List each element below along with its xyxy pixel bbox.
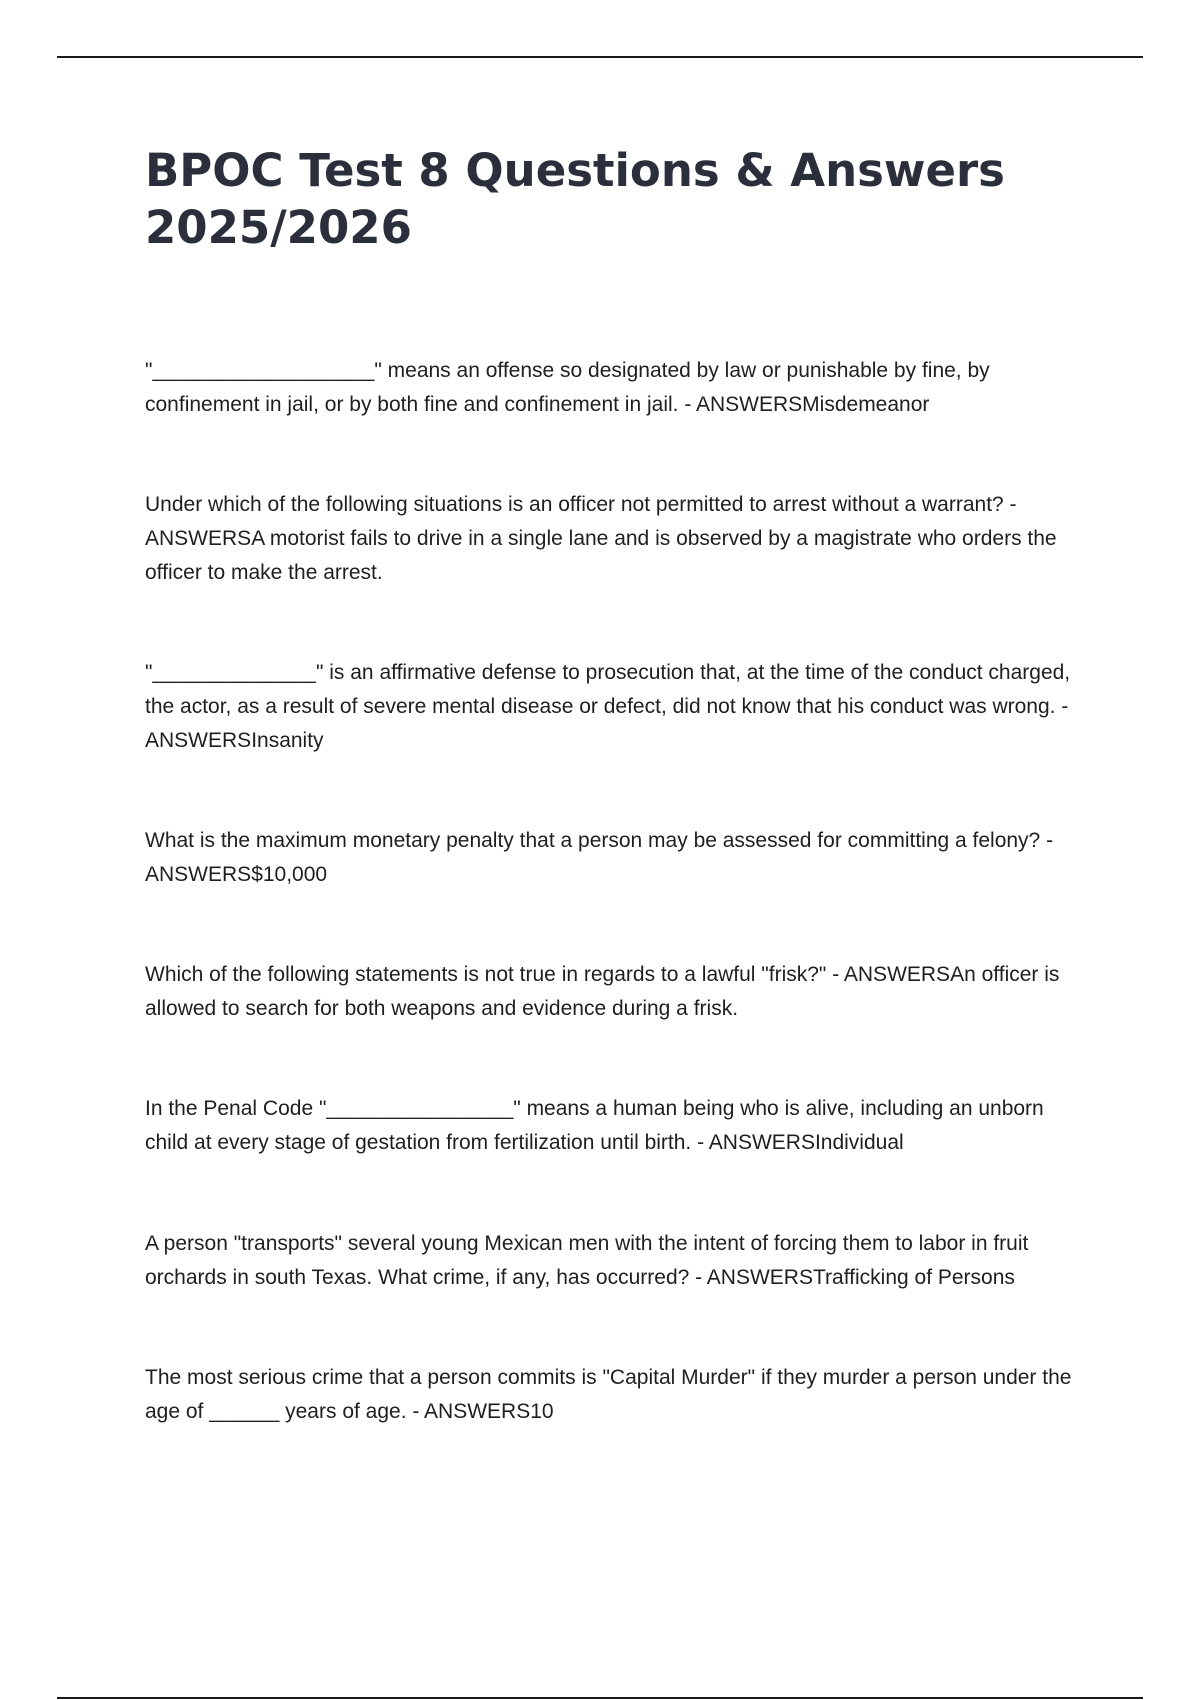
question-text: A person "transports" several young Mexican men with the intent of forcing them to labor in fruit orchards in south Texas. What crime, if any, has occurred? - ANSWERS (145, 1232, 1029, 1289)
question-text: What is the maximum monetary penalty that a person may be assessed for committing a felony? - ANSWERS (145, 829, 1054, 886)
answer-text: An officer is allowed to search for both weapons and evidence during a frisk. (145, 963, 1060, 1020)
qa-item-2 (145, 488, 1090, 590)
answer-text: 10 (530, 1400, 554, 1423)
qa-item-6 (145, 1092, 1090, 1160)
answer-text: Misdemeanor (802, 393, 930, 416)
question-text: In the Penal Code "________________" means a human being who is alive, including an unborn child at every stage of gestation from fertilization until birth. - ANSWERS (145, 1097, 1044, 1154)
question-text: "______________" is an affirmative defense to prosecution that, at the time of the conduct charged, the actor, as a result of severe mental disease or defect, did not know that his conduct was wrong. - ANSWERS (145, 661, 1071, 752)
header-rule (57, 56, 1143, 58)
answer-text: A motorist fails to drive in a single lane and is observed by a magistrate who orders the officer to make the arrest. (145, 527, 1057, 584)
qa-item-1 (145, 354, 1090, 422)
question-text: Which of the following statements is not true in regards to a lawful "frisk?" - ANSWERS (145, 963, 951, 986)
qa-item-7 (145, 1227, 1090, 1295)
question-text: "___________________" means an offense so designated by law or punishable by fine, by confinement in jail, or by both fine and confinement in jail. - ANSWERS (145, 359, 990, 416)
answer-text: $10,000 (251, 863, 328, 886)
qa-item-3 (145, 656, 1090, 758)
answer-text: Individual (814, 1131, 904, 1154)
qa-item-8 (145, 1361, 1090, 1429)
question-text: The most serious crime that a person commits is "Capital Murder" if they murder a person under the age of ______ years of age. - ANSWERS (145, 1366, 1072, 1423)
qa-item-5 (145, 958, 1090, 1026)
answer-text: Insanity (251, 729, 324, 752)
answer-text: Trafficking of Persons (812, 1266, 1015, 1289)
footer-rule (57, 1697, 1143, 1699)
question-text: Under which of the following situations is an officer not permitted to arrest without a warrant? - ANSWERS (145, 493, 1017, 550)
qa-item-4 (145, 824, 1090, 892)
document-title: BPOC Test 8 Questions & Answers 2025/2026 (145, 144, 1005, 254)
